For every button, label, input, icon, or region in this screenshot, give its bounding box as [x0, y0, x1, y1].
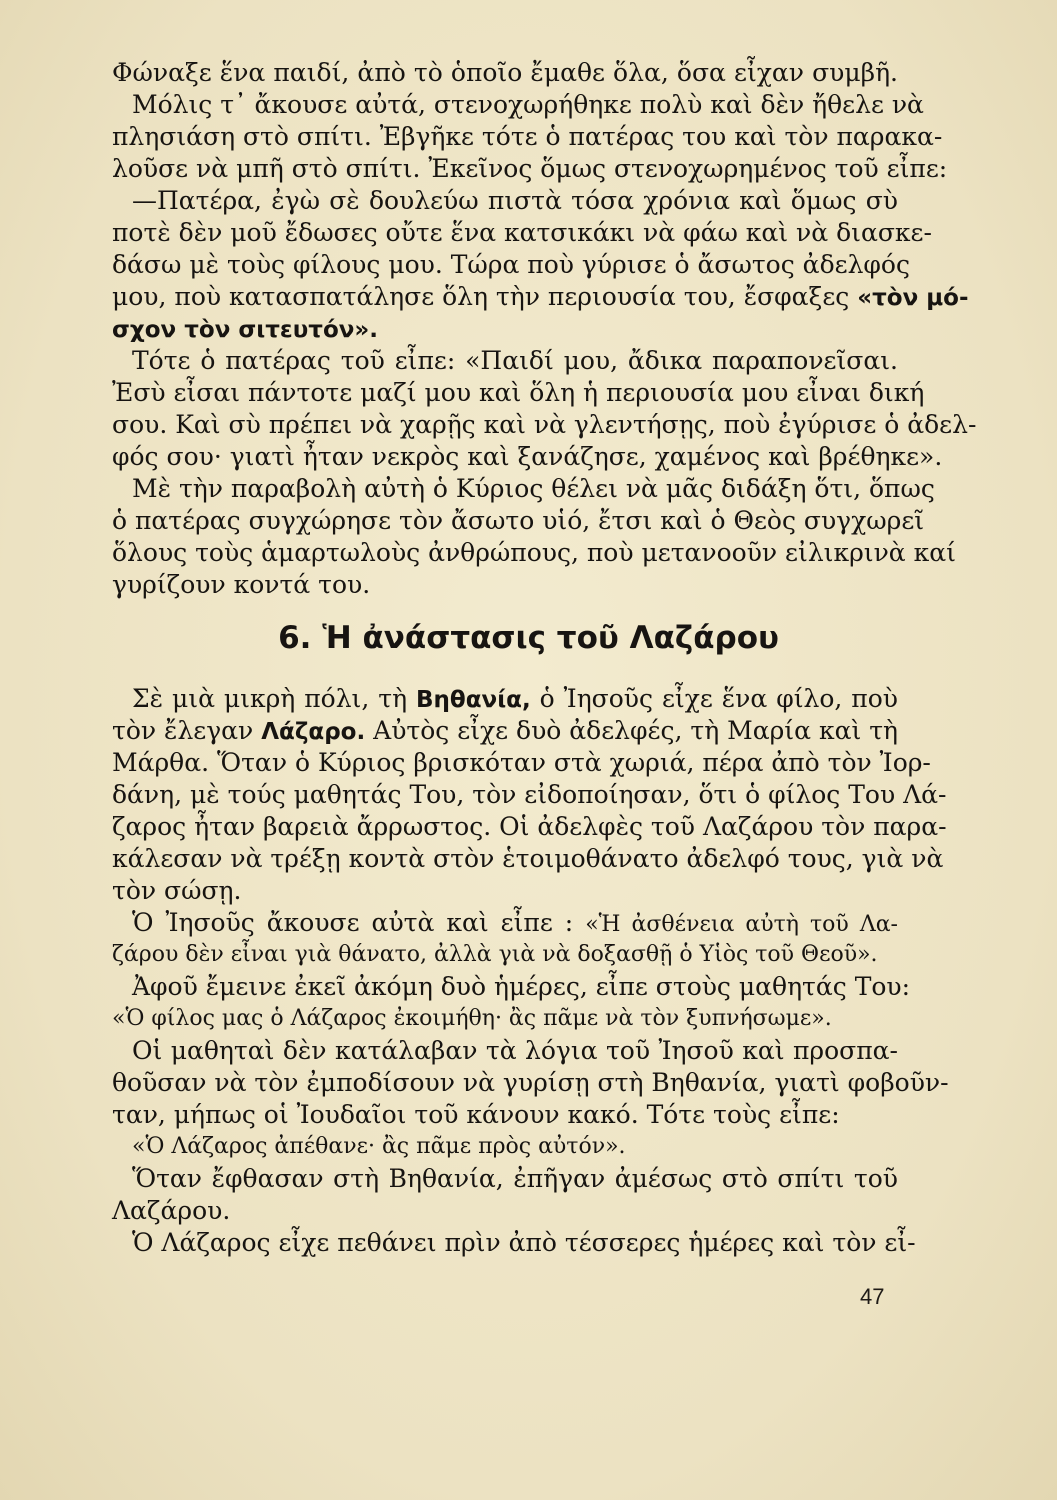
- text-line: κάλεσαν νὰ τρέξῃ κοντὰ στὸν ἑτοιμοθάνατο ἀδελφό τους, γιὰ νὰ: [112, 844, 944, 873]
- text-line: ταν, μήπως οἱ Ἰουδαῖοι τοῦ κάνουν κακό. Τότε τοὺς εἶπε:: [112, 1100, 840, 1129]
- text-line: Ὁ Λάζαρος εἶχε πεθάνει πρὶν ἀπὸ τέσσερες ἡμέρες καὶ τὸν εἶ-: [132, 1228, 916, 1257]
- text-line: —Πατέρα, ἐγὼ σὲ δουλεύω πιστὰ τόσα χρόνια καὶ ὅμως σὺ: [132, 186, 898, 215]
- bold-person-name: Λάζαρο.: [261, 719, 366, 745]
- text-line: ζαρος ἦταν βαρειὰ ἄρρωστος. Οἱ ἀδελφὲς τοῦ Λαζάρου τὸν παρα-: [112, 812, 947, 841]
- text-line: Λαζάρου.: [112, 1196, 231, 1225]
- text-line: Οἱ μαθηταὶ δὲν κατάλαβαν τὰ λόγια τοῦ Ἰησοῦ καὶ προσπα-: [132, 1036, 898, 1065]
- text-line: [132, 908, 898, 940]
- text-line: τὸν σώσῃ.: [112, 876, 242, 905]
- text-line: σου. Καὶ σὺ πρέπει νὰ χαρῇς καὶ νὰ γλεντήσῃς, ποὺ ἐγύρισε ὁ ἀδελ-: [112, 410, 977, 439]
- text-line: φός σου· γιατὶ ἦταν νεκρὸς καὶ ξανάζησε, χαμένος καὶ βρέθηκε».: [112, 442, 943, 471]
- text-line: Ὅταν ἔφθασαν στὴ Βηθανία, ἐπῆγαν ἀμέσως στὸ σπίτι τοῦ: [132, 1164, 898, 1193]
- text-line: Φώναξε ἕνα παιδί, ἀπὸ τὸ ὁποῖο ἔμαθε ὅλα, ὅσα εἶχαν συμβῆ.: [112, 58, 898, 87]
- text-line: Ἐσὺ εἶσαι πάντοτε μαζί μου καὶ ὅλη ἡ περιουσία μου εἶναι δική: [112, 378, 925, 407]
- text-line: Τότε ὁ πατέρας τοῦ εἶπε: «Παιδί μου, ἄδικα παραπονεῖσαι.: [132, 346, 898, 375]
- text-line: δάσω μὲ τοὺς φίλους μου. Τώρα ποὺ γύρισε ὁ ἄσωτος ἀδελφός: [112, 250, 910, 279]
- page-number: 47: [860, 1284, 885, 1309]
- text-line: ὅλους τοὺς ἁμαρτωλοὺς ἀνθρώπους, ποὺ μετανοοῦν εἰλικρινὰ καί: [112, 538, 956, 567]
- text-run: τὸν ἔλεγαν: [112, 716, 262, 745]
- text-run: Αὐτὸς εἶχε δυὸ ἀδελφές, τὴ Μαρία καὶ τὴ: [365, 716, 899, 745]
- text-run: μου, ποὺ κατασπατάλησε ὅλη τὴν περιουσία του, ἔσφαξες: [112, 282, 858, 311]
- text-line: Μόλις τ᾿ ἄκουσε αὐτά, στενοχωρήθηκε πολὺ καὶ δὲν ἤθελε νὰ: [132, 90, 924, 119]
- text-line: Μάρθα. Ὅταν ὁ Κύριος βρισκόταν στὰ χωριά, πέρα ἀπὸ τὸν Ἰορ-: [112, 748, 931, 777]
- text-line: ὁ πατέρας συγχώρησε τὸν ἄσωτο υἱό, ἔτσι καὶ ὁ Θεὸς συγχωρεῖ: [112, 506, 925, 535]
- bold-quote: «τὸν μό-: [857, 285, 969, 311]
- text-line: γυρίζουν κοντά του.: [112, 570, 371, 599]
- text-line: θοῦσαν νὰ τὸν ἐμποδίσουν νὰ γυρίσῃ στὴ Βηθανία, γιατὶ φοβοῦν-: [112, 1068, 949, 1097]
- text-line: ζάρου δὲν εἶναι γιὰ θάνατο, ἀλλὰ γιὰ νὰ δοξασθῇ ὁ Υἱὸς τοῦ Θεοῦ».: [112, 942, 878, 967]
- section-heading: 6. Ἡ ἀνάστασις τοῦ Λαζάρου: [278, 620, 779, 656]
- text-line: [112, 716, 898, 747]
- text-line: ποτὲ δὲν μοῦ ἔδωσες οὔτε ἕνα κατσικάκι νὰ φάω καὶ νὰ διασκε-: [112, 218, 932, 247]
- text-line: «Ὁ Λάζαρος ἀπέθανε· ἂς πᾶμε πρὸς αὐτόν».: [132, 1134, 626, 1159]
- text-line: πλησιάση στὸ σπίτι. Ἐβγῆκε τότε ὁ πατέρας του καὶ τὸν παρακα-: [112, 122, 943, 151]
- bold-quote: σχον τὸν σιτευτόν».: [112, 317, 379, 343]
- text-line: [112, 314, 898, 345]
- text-run: ὁ Ἰησοῦς εἶχε ἕνα φίλο, ποὺ: [530, 684, 898, 713]
- text-run: Ὁ Ἰησοῦς ἄκουσε αὐτὰ καὶ εἶπε :: [132, 908, 586, 937]
- text-line: [132, 684, 898, 715]
- text-line: «Ὁ φίλος μας ὁ Λάζαρος ἐκοιμήθη· ἂς πᾶμε νὰ τὸν ξυπνήσωμε».: [112, 1006, 832, 1031]
- quote-run: «Ἡ ἀσθένεια αὐτὴ τοῦ Λα-: [585, 912, 898, 937]
- text-line: Μὲ τὴν παραβολὴ αὐτὴ ὁ Κύριος θέλει νὰ μᾶς διδάξη ὅτι, ὅπως: [132, 474, 935, 503]
- text-run: Σὲ μιὰ μικρὴ πόλι, τὴ: [132, 684, 417, 713]
- bold-place-name: Βηθανία,: [416, 687, 531, 713]
- text-line: δάνη, μὲ τούς μαθητάς Του, τὸν εἰδοποίησαν, ὅτι ὁ φίλος Του Λά-: [112, 780, 947, 809]
- text-line: [112, 282, 969, 313]
- text-line: Ἀφοῦ ἔμεινε ἐκεῖ ἀκόμη δυὸ ἡμέρες, εἶπε στοὺς μαθητάς Του:: [132, 972, 911, 1001]
- text-line: λοῦσε νὰ μπῆ στὸ σπίτι. Ἐκεῖνος ὅμως στενοχωρημένος τοῦ εἶπε:: [112, 154, 948, 183]
